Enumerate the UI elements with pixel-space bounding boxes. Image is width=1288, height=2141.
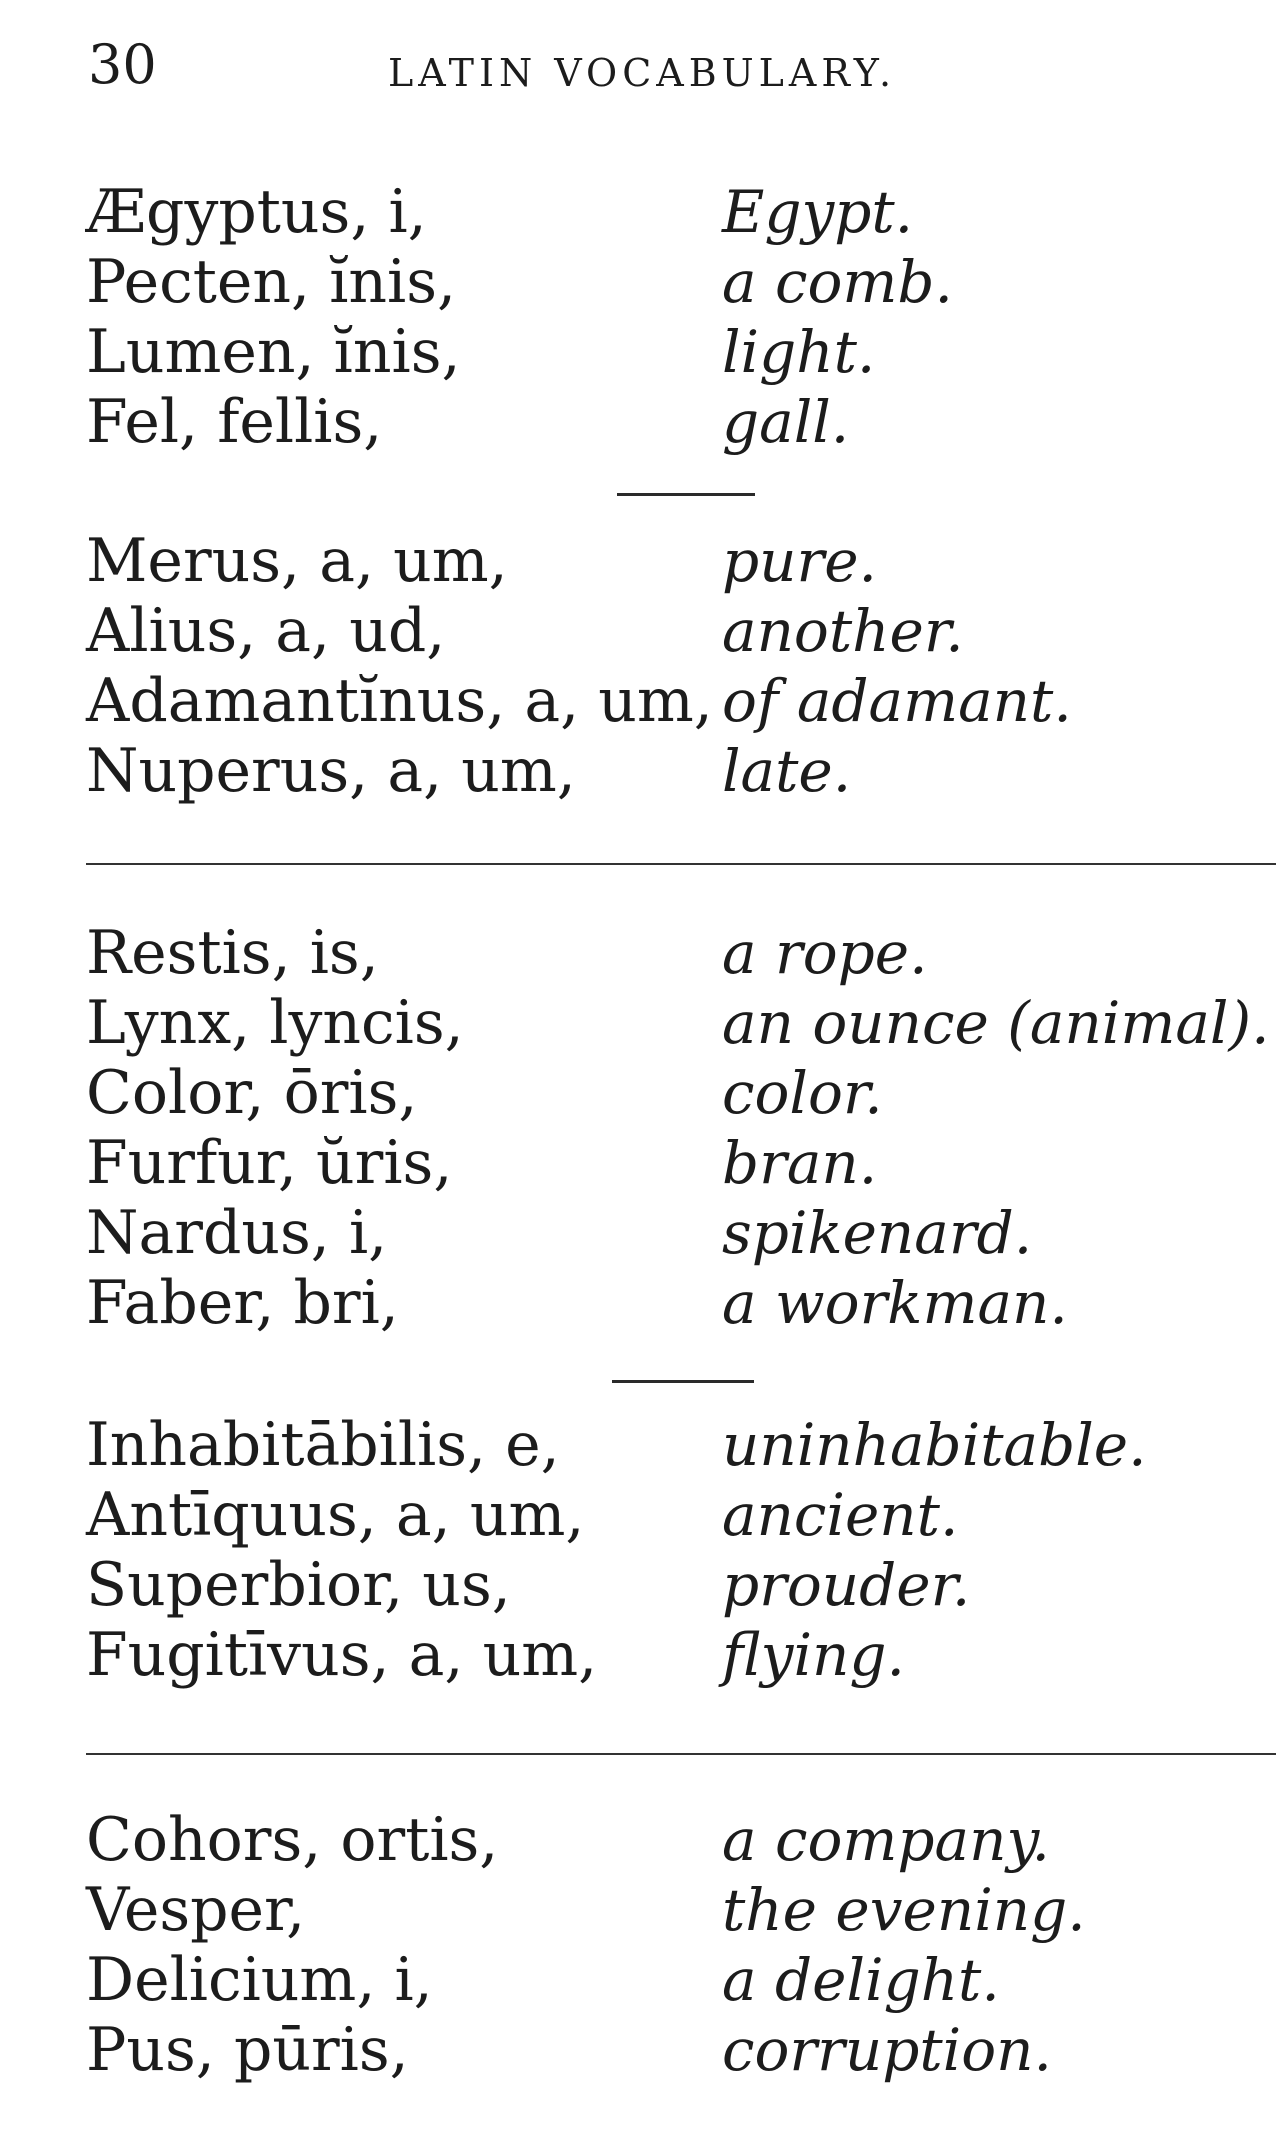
- english-meaning: bran.: [722, 1129, 878, 1197]
- english-meaning: an ounce (animal).: [722, 989, 1270, 1057]
- vocab-entry: [0, 177, 1288, 247]
- english-meaning: light.: [722, 318, 876, 386]
- long-divider: [86, 863, 1276, 865]
- latin-word: Delicium, i,: [86, 1945, 433, 2015]
- english-meaning: ancient.: [722, 1481, 959, 1549]
- english-meaning: the evening.: [722, 1876, 1086, 1944]
- latin-word: Furfur, ŭris,: [86, 1128, 453, 1198]
- latin-word: Faber, bri,: [86, 1268, 399, 1338]
- latin-word: Pecten, ĭnis,: [86, 247, 457, 317]
- vocab-entry: [0, 918, 1288, 988]
- vocab-entry: [0, 1268, 1288, 1338]
- latin-word: Adamantĭnus, a, um,: [86, 666, 713, 736]
- running-head-title: LATIN VOCABULARY.: [388, 51, 897, 95]
- page-number: 30: [88, 33, 157, 96]
- vocab-entry: [0, 1410, 1288, 1480]
- english-meaning: flying.: [722, 1621, 905, 1689]
- english-meaning: prouder.: [722, 1551, 971, 1619]
- english-meaning: a comb.: [722, 248, 953, 316]
- latin-word: Alius, a, ud,: [86, 596, 446, 666]
- english-meaning: gall.: [722, 388, 850, 456]
- latin-word: Nuperus, a, um,: [86, 736, 576, 806]
- latin-word: Pus, pūris,: [86, 2015, 409, 2085]
- latin-word: Cohors, ortis,: [86, 1805, 499, 1875]
- vocab-entry: [0, 1805, 1288, 1875]
- latin-word: Fugitīvus, a, um,: [86, 1620, 598, 1690]
- vocab-entry: [0, 988, 1288, 1058]
- latin-word: Merus, a, um,: [86, 526, 508, 596]
- latin-word: Superbior, us,: [86, 1550, 511, 1620]
- vocab-entry: [0, 2015, 1288, 2085]
- latin-word: Inhabitābilis, e,: [86, 1410, 560, 1480]
- short-divider: [617, 493, 755, 496]
- latin-word: Restis, is,: [86, 918, 379, 988]
- english-meaning: another.: [722, 597, 964, 665]
- vocab-entry: [0, 247, 1288, 317]
- latin-word: Color, ōris,: [86, 1058, 418, 1128]
- vocab-entry: [0, 1945, 1288, 2015]
- english-meaning: a workman.: [722, 1269, 1068, 1337]
- vocab-entry: [0, 1550, 1288, 1620]
- english-meaning: a rope.: [722, 919, 928, 987]
- english-meaning: uninhabitable.: [722, 1411, 1147, 1479]
- vocab-entry: [0, 526, 1288, 596]
- english-meaning: Egypt.: [722, 178, 914, 246]
- latin-word: Fel, fellis,: [86, 387, 383, 457]
- vocab-entry: [0, 1058, 1288, 1128]
- vocab-entry: [0, 1875, 1288, 1945]
- vocab-entry: [0, 1480, 1288, 1550]
- vocab-entry: [0, 736, 1288, 806]
- english-meaning: a delight.: [722, 1946, 1000, 2014]
- english-meaning: a company.: [722, 1806, 1050, 1874]
- vocab-entry: [0, 317, 1288, 387]
- vocab-entry: [0, 1620, 1288, 1690]
- vocab-entry: [0, 596, 1288, 666]
- vocab-entry: [0, 1198, 1288, 1268]
- english-meaning: pure.: [722, 527, 877, 595]
- latin-word: Nardus, i,: [86, 1198, 388, 1268]
- latin-word: Antīquus, a, um,: [86, 1480, 585, 1550]
- english-meaning: spikenard.: [722, 1199, 1033, 1267]
- vocab-entry: [0, 1128, 1288, 1198]
- english-meaning: corruption.: [722, 2016, 1052, 2084]
- english-meaning: color.: [722, 1059, 883, 1127]
- latin-word: Lumen, ĭnis,: [86, 317, 461, 387]
- latin-word: Ægyptus, i,: [86, 177, 427, 247]
- english-meaning: late.: [722, 737, 852, 805]
- latin-word: Lynx, lyncis,: [86, 988, 464, 1058]
- latin-word: Vesper,: [86, 1875, 306, 1945]
- long-divider: [86, 1753, 1276, 1755]
- vocab-entry: [0, 666, 1288, 736]
- english-meaning: of adamant.: [722, 667, 1072, 735]
- short-divider: [612, 1380, 754, 1383]
- vocab-entry: [0, 387, 1288, 457]
